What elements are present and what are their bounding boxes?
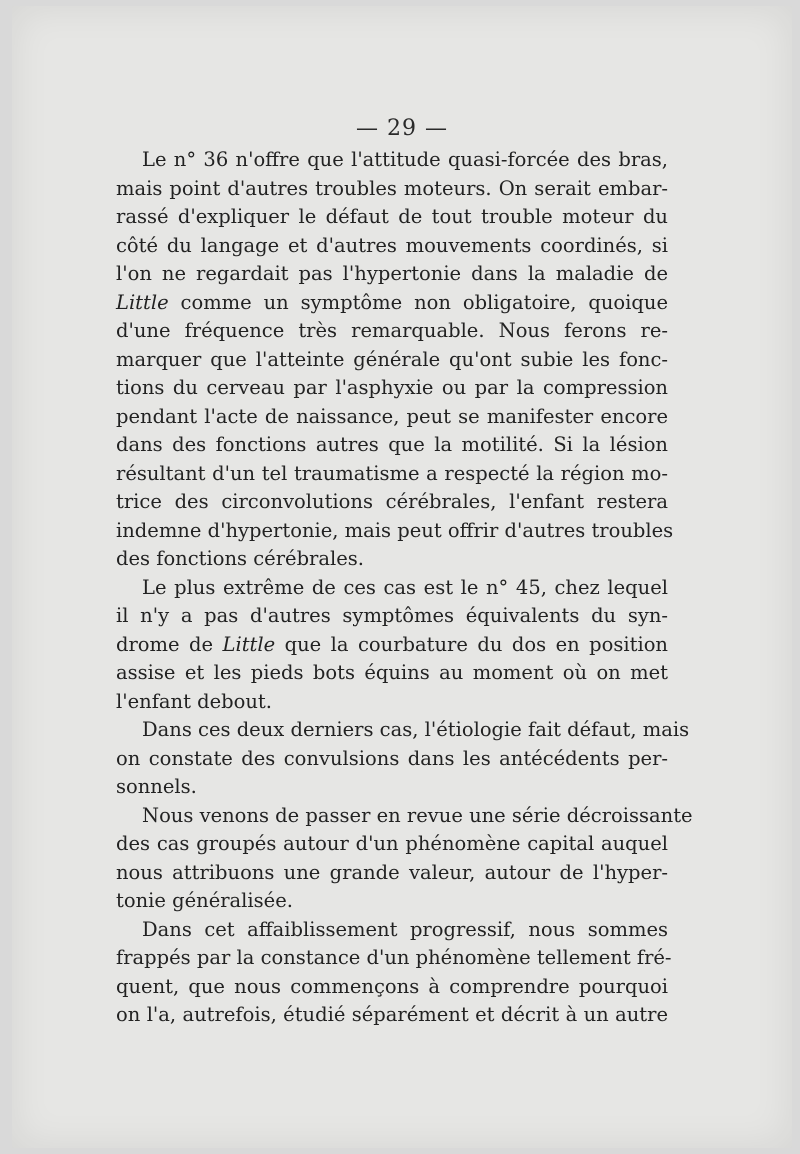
body-text	[116, 146, 693, 1030]
text-line: on l'a, autrefois, étudié séparément et décrit à un autre	[116, 1003, 668, 1026]
text-line: l'enfant debout.	[116, 689, 272, 713]
text-line: trice des circonvolutions cérébrales, l'enfant restera	[116, 490, 668, 513]
text-line: mais point d'autres troubles moteurs. On serait embar-	[116, 176, 668, 200]
text-line: assise et les pieds bots équins au moment où on met	[116, 661, 668, 684]
text-line: sonnels.	[116, 775, 197, 798]
text-line: il n'y a pas d'autres symptômes équivalents du syn-	[116, 604, 668, 627]
text-line: côté du langage et d'autres mouvements coordinés, si	[116, 233, 668, 257]
text-line: l'on ne regardait pas l'hypertonie dans la maladie de	[116, 262, 668, 285]
text-line: des fonctions cérébrales.	[116, 547, 364, 570]
text-line: Le n° 36 n'offre que l'attitude quasi-forcée des bras,	[142, 148, 668, 171]
text-line: drome de Little que la courbature du dos en position	[116, 632, 668, 656]
book-page	[12, 6, 792, 1148]
text-line: Nous venons de passer en revue une série décroissante	[142, 803, 693, 827]
text-line: indemne d'hypertonie, mais peut offrir d'autres troubles	[116, 518, 674, 542]
text-line: Le plus extrême de ces cas est le n° 45, chez lequel	[142, 575, 668, 599]
text-line: on constate des convulsions dans les antécédents per-	[116, 746, 668, 770]
text-line: d'une fréquence très remarquable. Nous ferons re-	[116, 319, 668, 342]
text-line: marquer que l'atteinte générale qu'ont subie les fonc-	[116, 347, 668, 371]
text-line: pendant l'acte de naissance, peut se manifester encore	[116, 404, 668, 428]
text-line: nous attribuons une grande valeur, autour de l'hyper-	[116, 860, 668, 884]
text-line: tonie généralisée.	[116, 889, 293, 912]
page-number: — 29 —	[356, 116, 448, 141]
text-line: tions du cerveau par l'asphyxie ou par la compression	[116, 376, 668, 399]
text-line: résultant d'un tel traumatisme a respecté la région mo-	[116, 461, 668, 485]
text-line: quent, que nous commençons à comprendre pourquoi	[116, 974, 668, 998]
text-line: Dans cet affaiblissement progressif, nous sommes	[142, 917, 668, 941]
text-line: rassé d'expliquer le défaut de tout trouble moteur du	[116, 205, 668, 228]
text-line: Dans ces deux derniers cas, l'étiologie fait défaut, mais	[142, 718, 690, 741]
text-line: dans des fonctions autres que la motilité. Si la lésion	[116, 433, 668, 456]
text-line: frappés par la constance d'un phénomène tellement fré-	[116, 946, 672, 969]
text-line: des cas groupés autour d'un phénomène capital auquel	[116, 832, 668, 855]
text-line: Little comme un symptôme non obligatoire, quoique	[116, 290, 668, 314]
